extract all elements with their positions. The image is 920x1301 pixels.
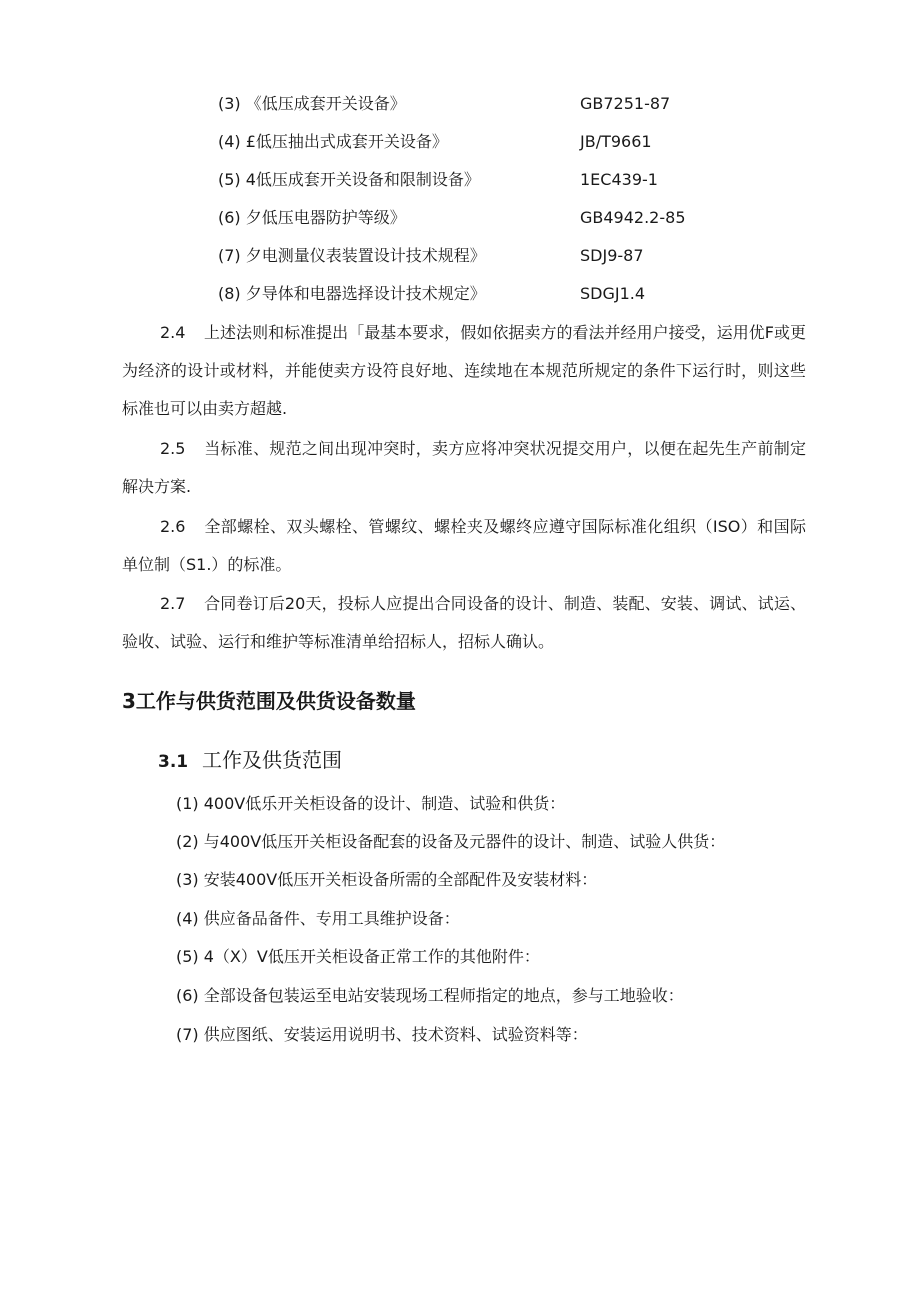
clause-paragraph [122,585,806,661]
scope-item: (1) 400V低乐开关柜设备的设计、制造、试验和供货： [176,794,566,813]
standard-code: SDGJ1.4 [580,284,646,303]
clause-text: 合同卷订后20天，投标人应提出合同设备的设计、制造、装配、安装、调试、试运、验收、试验、运行和维护等标准清单给招标人，招标人确认。 [122,594,806,651]
standard-row [218,280,718,308]
standard-row [218,128,718,156]
standard-code: GB7251-87 [580,94,671,113]
standard-code: GB4942.2-85 [580,208,686,227]
subsection-number: 3.1 [158,752,189,772]
clause-number: 2.5 [160,439,186,458]
scope-item: (6) 全部设备包装运至电站安装现场工程师指定的地点，参与工地验收： [176,986,684,1005]
clause-text: 全部螺栓、双头螺栓、管螺纹、螺栓夹及螺终应遵守国际标准化组织（ISO）和国际单位制（S1.）的标准。 [122,517,806,574]
standard-title: (5) 4低压成套开关设备和限制设备》 [218,170,480,189]
standard-title: (8) 夕导体和电器选择设计技术规定》 [218,284,486,303]
clause-number: 2.7 [160,594,186,613]
standard-code: 1EC439-1 [580,170,658,189]
scope-item: (3) 安装400V低压开关柜设备所需的全部配件及安装材料： [176,870,598,889]
subsection-title: 工作及供货范围 [202,748,342,772]
standard-row [218,204,718,232]
scope-item: (2) 与400V低压开关柜设备配套的设备及元器件的设计、制造、试验人供货： [176,832,726,851]
scope-item: (7) 供应图纸、安装运用说明书、技术资料、试验资料等： [176,1025,588,1044]
scope-item: (4) 供应备品备件、专用工具维护设备： [176,909,460,928]
clause-number: 2.6 [160,517,186,536]
subsection-heading [158,742,342,780]
clause-paragraph [122,314,806,428]
standard-code: SDJ9-87 [580,246,644,265]
standard-row [218,166,718,194]
clause-paragraph [122,508,806,584]
standard-title: (6) 夕低压电器防护等级》 [218,208,406,227]
clause-text: 当标准、规范之间出现冲突时，卖方应将冲突状况提交用户，以便在起先生产前制定解决方案. [122,439,806,496]
standard-row [218,242,718,270]
standard-code: JB/T9661 [580,132,652,151]
clause-paragraph [122,430,806,506]
section-heading: 3工作与供货范围及供货设备数量 [122,689,416,713]
standard-title: (4) £低压抽出式成套开关设备》 [218,132,448,151]
standard-title: (7) 夕电测量仪表装置设计技术规程》 [218,246,486,265]
clause-number: 2.4 [160,323,186,342]
standard-title: (3) 《低压成套开关设备》 [218,94,406,113]
clause-text: 上述法则和标准提出「最基本要求，假如依据卖方的看法并经用户接受，运用优F或更为经济的设计或材料，并能使卖方设符良好地、连续地在本规范所规定的条件下运行时，则这些标准也可以由卖方超越. [122,323,806,418]
standard-row [218,90,718,118]
scope-item: (5) 4（X）V低压开关柜设备正常工作的其他附件： [176,947,540,966]
